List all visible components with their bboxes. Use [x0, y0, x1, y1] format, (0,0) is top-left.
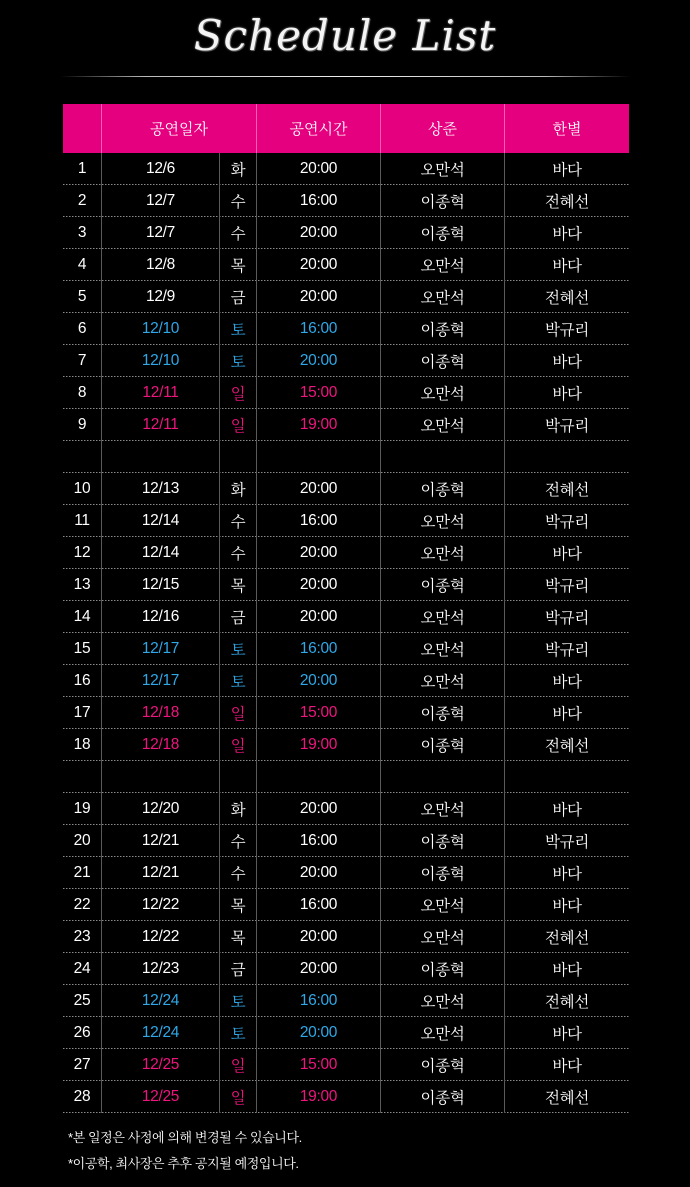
- cell-no: 14: [63, 601, 102, 633]
- table-row: [63, 857, 629, 889]
- cell-no: 8: [63, 377, 102, 409]
- cell-time: 20:00: [257, 281, 381, 313]
- cell-cast-b: 바다: [552, 226, 582, 243]
- cell-date: 12/25: [102, 1049, 220, 1081]
- cell-cast-a: 오만석: [381, 409, 505, 441]
- cell-time: 20:00: [257, 569, 381, 601]
- spacer-cell: [505, 441, 629, 473]
- cell-cast-b: 전혜선: [544, 290, 590, 307]
- spacer-cell: [505, 761, 629, 793]
- cell-day: 토: [220, 985, 257, 1017]
- cell-cast-a: 오만석: [381, 793, 505, 825]
- cell-cast-a: 오만석: [381, 601, 505, 633]
- cell-time: 16:00: [257, 313, 381, 345]
- table-row: [63, 601, 629, 633]
- cell-cast-b: 바다: [552, 898, 582, 915]
- cell-cast-b: 바다: [552, 706, 582, 723]
- cell-no: 26: [63, 1017, 102, 1049]
- cell-no: 6: [63, 313, 102, 345]
- table-row: [63, 825, 629, 857]
- table-row: [63, 1049, 629, 1081]
- cell-cast-b: 전혜선: [544, 930, 590, 947]
- cell-cast-a: 이종혁: [381, 217, 505, 249]
- table-row: [63, 665, 629, 697]
- cell-no: 7: [63, 345, 102, 377]
- table-row: [63, 793, 629, 825]
- table-row: [63, 185, 629, 217]
- cell-no: 17: [63, 697, 102, 729]
- cell-no: 20: [63, 825, 102, 857]
- cell-time: 16:00: [257, 889, 381, 921]
- cell-no: 15: [63, 633, 102, 665]
- table-row: [63, 473, 629, 505]
- cell-date: 12/24: [102, 1017, 220, 1049]
- cell-no: 5: [63, 281, 102, 313]
- cell-date: 12/24: [102, 985, 220, 1017]
- cell-day: 수: [220, 825, 257, 857]
- header-cast-b: 한별: [552, 121, 582, 138]
- header-cast-a: 상준: [381, 104, 505, 153]
- cell-date: 12/20: [102, 793, 220, 825]
- cell-cast-b: 바다: [552, 1026, 582, 1043]
- cell-date: 12/18: [102, 697, 220, 729]
- cell-cast-b: 바다: [552, 258, 582, 275]
- cell-day: 화: [220, 473, 257, 505]
- cell-time: 20:00: [257, 601, 381, 633]
- cell-day: 일: [220, 377, 257, 409]
- cell-day: 목: [220, 921, 257, 953]
- cell-cast-b: 바다: [552, 674, 582, 691]
- table-row: [63, 377, 629, 409]
- cell-day: 목: [220, 249, 257, 281]
- cell-cast-b: 바다: [552, 866, 582, 883]
- cell-date: 12/7: [102, 185, 220, 217]
- cell-time: 19:00: [257, 409, 381, 441]
- cell-no: 9: [63, 409, 102, 441]
- cell-cast-b: 바다: [552, 962, 582, 979]
- spacer-cell: [257, 441, 381, 473]
- cell-time: 20:00: [257, 793, 381, 825]
- cell-cast-a: 이종혁: [381, 729, 505, 761]
- cell-cast-b: 전혜선: [544, 194, 590, 211]
- cell-time: 20:00: [257, 921, 381, 953]
- cell-day: 금: [220, 281, 257, 313]
- cell-cast-a: 이종혁: [381, 185, 505, 217]
- cell-cast-a: 오만석: [381, 921, 505, 953]
- cell-day: 토: [220, 633, 257, 665]
- cell-time: 15:00: [257, 1049, 381, 1081]
- cell-cast-a: 이종혁: [381, 313, 505, 345]
- cell-cast-a: 이종혁: [381, 473, 505, 505]
- cell-no: 28: [63, 1081, 102, 1113]
- cell-time: 15:00: [257, 377, 381, 409]
- cell-no: 3: [63, 217, 102, 249]
- cell-no: 23: [63, 921, 102, 953]
- table-row: [63, 1081, 629, 1113]
- table-row: [63, 505, 629, 537]
- cell-time: 20:00: [257, 953, 381, 985]
- cell-cast-a: 오만석: [381, 665, 505, 697]
- cell-date: 12/8: [102, 249, 220, 281]
- cell-date: 12/13: [102, 473, 220, 505]
- cell-day: 수: [220, 857, 257, 889]
- cell-cast-b: 박규리: [544, 834, 590, 851]
- cell-cast-a: 오만석: [381, 281, 505, 313]
- cell-no: 1: [63, 153, 102, 185]
- cell-cast-a: 이종혁: [381, 825, 505, 857]
- table-row: [63, 217, 629, 249]
- title-divider: [60, 76, 630, 77]
- page-title: Schedule List: [193, 11, 497, 60]
- spacer-cell: [257, 761, 381, 793]
- cell-date: 12/9: [102, 281, 220, 313]
- cell-day: 토: [220, 1017, 257, 1049]
- cell-no: 21: [63, 857, 102, 889]
- notes: [68, 1126, 302, 1178]
- cell-cast-a: 이종혁: [381, 569, 505, 601]
- cell-date: 12/25: [102, 1081, 220, 1113]
- cell-date: 12/11: [102, 409, 220, 441]
- table-row: [63, 569, 629, 601]
- spacer-cell: [102, 761, 220, 793]
- cell-time: 20:00: [257, 217, 381, 249]
- cell-cast-a: 이종혁: [381, 1081, 505, 1113]
- cell-no: 2: [63, 185, 102, 217]
- table-row: [63, 633, 629, 665]
- cell-cast-a: 오만석: [381, 1017, 505, 1049]
- cell-time: 19:00: [257, 729, 381, 761]
- spacer-cell: [220, 761, 257, 793]
- cell-cast-a: 이종혁: [381, 857, 505, 889]
- cell-day: 화: [220, 793, 257, 825]
- cell-cast-b: 바다: [552, 354, 582, 371]
- cell-no: 19: [63, 793, 102, 825]
- table-header: [63, 104, 629, 153]
- cell-day: 수: [220, 217, 257, 249]
- cell-date: 12/21: [102, 825, 220, 857]
- cell-cast-b: 바다: [552, 162, 582, 179]
- table-row: [63, 345, 629, 377]
- cell-date: 12/16: [102, 601, 220, 633]
- cell-time: 20:00: [257, 857, 381, 889]
- cell-day: 목: [220, 889, 257, 921]
- cell-day: 수: [220, 185, 257, 217]
- cell-no: 4: [63, 249, 102, 281]
- table-row: [63, 153, 629, 185]
- spacer-cell: [63, 761, 102, 793]
- cell-date: 12/17: [102, 633, 220, 665]
- cell-cast-a: 오만석: [381, 377, 505, 409]
- cell-no: 22: [63, 889, 102, 921]
- spacer-cell: [381, 761, 505, 793]
- header-time: 공연시간: [257, 104, 381, 153]
- cell-day: 일: [220, 1081, 257, 1113]
- cell-time: 20:00: [257, 473, 381, 505]
- cell-cast-b: 바다: [552, 1058, 582, 1075]
- cell-cast-b: 전혜선: [544, 994, 590, 1011]
- cell-time: 20:00: [257, 1017, 381, 1049]
- cell-cast-a: 이종혁: [381, 345, 505, 377]
- cell-cast-a: 오만석: [381, 633, 505, 665]
- cell-day: 토: [220, 665, 257, 697]
- cell-no: 16: [63, 665, 102, 697]
- cell-cast-b: 전혜선: [544, 1090, 590, 1107]
- table-row: [63, 537, 629, 569]
- cell-cast-b: 박규리: [544, 578, 590, 595]
- cell-day: 금: [220, 953, 257, 985]
- cell-cast-b: 박규리: [544, 610, 590, 627]
- cell-date: 12/10: [102, 313, 220, 345]
- table-row: [63, 249, 629, 281]
- cell-date: 12/14: [102, 537, 220, 569]
- cell-no: 27: [63, 1049, 102, 1081]
- cell-date: 12/22: [102, 889, 220, 921]
- cell-date: 12/14: [102, 505, 220, 537]
- cell-cast-b: 바다: [552, 386, 582, 403]
- cell-date: 12/11: [102, 377, 220, 409]
- cell-no: 18: [63, 729, 102, 761]
- cell-no: 10: [63, 473, 102, 505]
- cell-day: 수: [220, 505, 257, 537]
- cell-day: 일: [220, 409, 257, 441]
- cell-date: 12/17: [102, 665, 220, 697]
- cell-cast-b: 전혜선: [544, 482, 590, 499]
- cell-cast-b: 박규리: [544, 322, 590, 339]
- cell-day: 토: [220, 313, 257, 345]
- cell-date: 12/21: [102, 857, 220, 889]
- cell-no: 13: [63, 569, 102, 601]
- cell-date: 12/23: [102, 953, 220, 985]
- cell-day: 수: [220, 537, 257, 569]
- cell-time: 20:00: [257, 249, 381, 281]
- cell-no: 24: [63, 953, 102, 985]
- cell-no: 12: [63, 537, 102, 569]
- cell-day: 일: [220, 1049, 257, 1081]
- table-row: [63, 889, 629, 921]
- cell-cast-a: 이종혁: [381, 1049, 505, 1081]
- group-spacer: [63, 761, 629, 793]
- cell-time: 20:00: [257, 345, 381, 377]
- cell-cast-a: 이종혁: [381, 953, 505, 985]
- table-row: [63, 409, 629, 441]
- cell-time: 16:00: [257, 985, 381, 1017]
- cell-day: 일: [220, 729, 257, 761]
- cell-time: 20:00: [257, 537, 381, 569]
- cell-time: 19:00: [257, 1081, 381, 1113]
- spacer-cell: [220, 441, 257, 473]
- spacer-cell: [102, 441, 220, 473]
- cell-time: 20:00: [257, 153, 381, 185]
- cell-time: 20:00: [257, 665, 381, 697]
- table-row: [63, 921, 629, 953]
- cell-date: 12/18: [102, 729, 220, 761]
- table-body: [63, 153, 629, 1113]
- table-row: [63, 1017, 629, 1049]
- table-row: [63, 697, 629, 729]
- spacer-cell: [381, 441, 505, 473]
- cell-cast-a: 오만석: [381, 153, 505, 185]
- header-no: [63, 104, 102, 153]
- cell-time: 15:00: [257, 697, 381, 729]
- cell-cast-a: 오만석: [381, 889, 505, 921]
- cell-no: 11: [63, 505, 102, 537]
- cell-cast-a: 오만석: [381, 505, 505, 537]
- note-line: *본 일정은 사정에 의해 변경될 수 있습니다.: [68, 1130, 302, 1145]
- table-row: [63, 281, 629, 313]
- cell-day: 금: [220, 601, 257, 633]
- table-row: [63, 313, 629, 345]
- header-date: 공연일자: [102, 104, 257, 153]
- cell-day: 토: [220, 345, 257, 377]
- cell-date: 12/10: [102, 345, 220, 377]
- cell-day: 목: [220, 569, 257, 601]
- cell-time: 16:00: [257, 825, 381, 857]
- cell-day: 화: [220, 153, 257, 185]
- cell-cast-a: 오만석: [381, 537, 505, 569]
- cell-time: 16:00: [257, 185, 381, 217]
- cell-date: 12/6: [102, 153, 220, 185]
- note-line: *이공학, 최사장은 추후 공지될 예정입니다.: [68, 1156, 299, 1171]
- cell-time: 16:00: [257, 633, 381, 665]
- cell-cast-b: 박규리: [544, 418, 590, 435]
- cell-cast-a: 이종혁: [381, 697, 505, 729]
- cell-cast-b: 바다: [552, 546, 582, 563]
- cell-date: 12/7: [102, 217, 220, 249]
- schedule-table: [63, 104, 629, 1113]
- spacer-cell: [63, 441, 102, 473]
- cell-day: 일: [220, 697, 257, 729]
- cell-time: 16:00: [257, 505, 381, 537]
- group-spacer: [63, 441, 629, 473]
- table-row: [63, 953, 629, 985]
- cell-date: 12/15: [102, 569, 220, 601]
- cell-date: 12/22: [102, 921, 220, 953]
- cell-cast-b: 바다: [552, 802, 582, 819]
- cell-cast-a: 오만석: [381, 249, 505, 281]
- cell-cast-b: 박규리: [544, 642, 590, 659]
- table-row: [63, 985, 629, 1017]
- table-row: [63, 729, 629, 761]
- cell-cast-b: 전혜선: [544, 738, 590, 755]
- cell-cast-b: 박규리: [544, 514, 590, 531]
- cell-cast-a: 오만석: [381, 985, 505, 1017]
- cell-no: 25: [63, 985, 102, 1017]
